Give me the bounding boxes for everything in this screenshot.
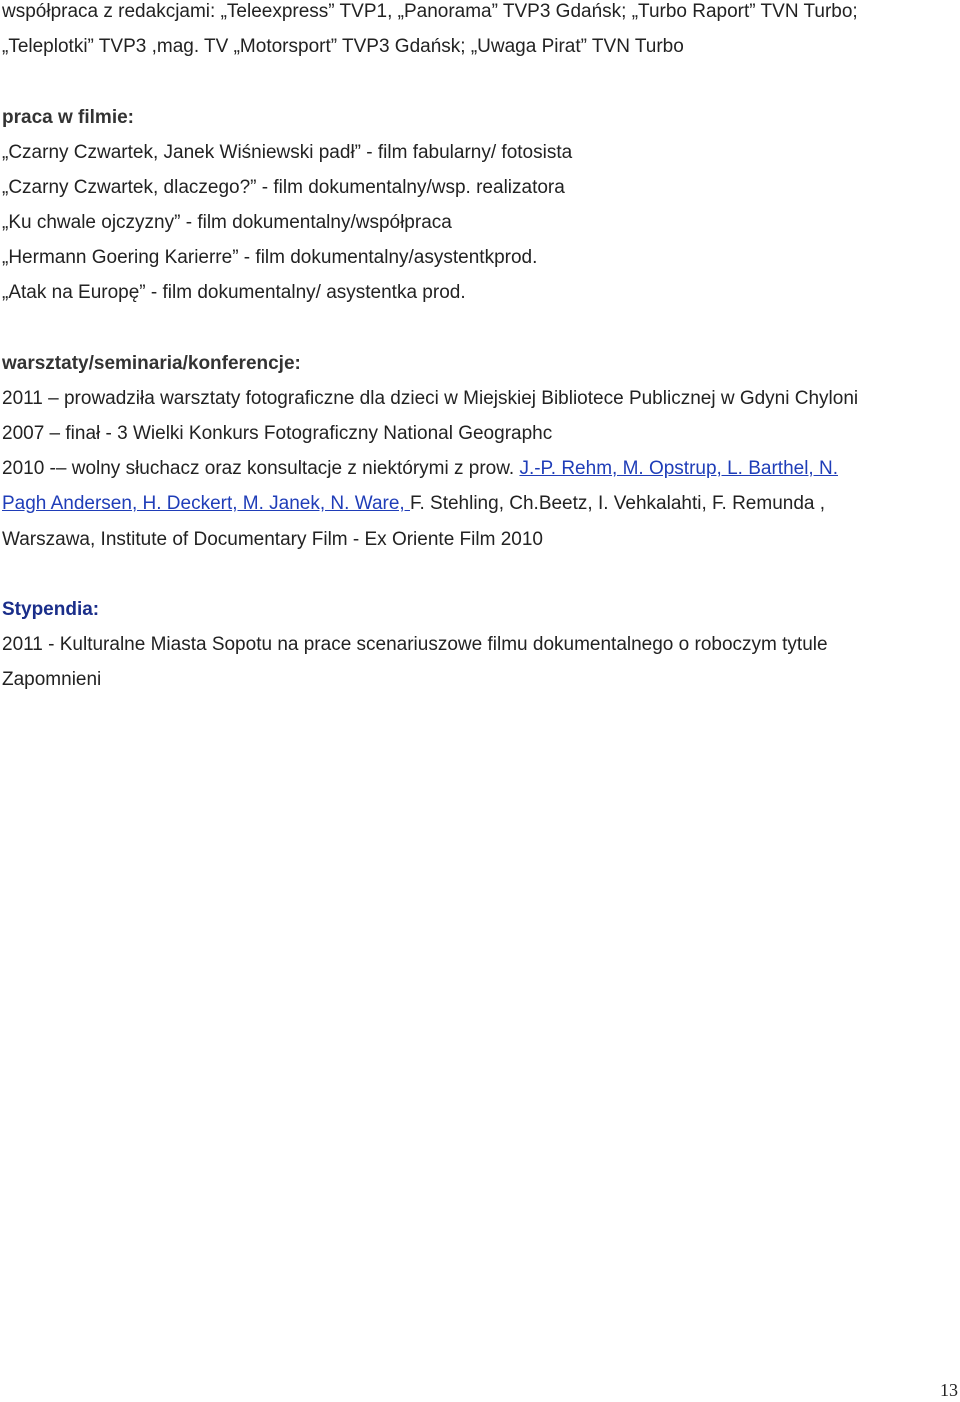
workshop-entry-2010-tutors: F. Stehling, Ch.Beetz, I. Vehkalahti, F. Remunda ,	[409, 493, 826, 514]
tv-collaboration-line-1: współpraca z redakcjami: „Teleexpress” TVP1, „Panorama” TVP3 Gdańsk; „Turbo Raport” TVN Turbo;	[2, 1, 858, 22]
film-item: „Czarny Czwartek, Janek Wiśniewski padł” - film fabularny/ fotosista	[2, 142, 573, 163]
tutors-link[interactable]: J.-P. Rehm, M. Opstrup, L. Barthel, N.	[519, 458, 838, 479]
scholarship-entry-title: Zapomnieni	[2, 669, 102, 690]
film-item: „Atak na Europę” - film dokumentalny/ asystentka prod.	[2, 282, 466, 303]
workshops-heading: warsztaty/seminaria/konferencje:	[2, 353, 301, 374]
scholarships-heading: Stypendia:	[2, 599, 100, 620]
workshop-entry-2010	[2, 457, 838, 481]
film-item: „Czarny Czwartek, dlaczego?” - film dokumentalny/wsp. realizatora	[2, 177, 565, 198]
workshop-entry-2011: 2011 – prowadziła warsztaty fotograficzne dla dzieci w Miejskiej Bibliotece Publicznej w Gdyni Chyloni	[2, 388, 859, 409]
workshop-entry-2010-location: Warszawa, Institute of Documentary Film - Ex Oriente Film 2010	[2, 529, 543, 550]
workshop-entry-2007: 2007 – finał - 3 Wielki Konkurs Fotograficzny National Geographc	[2, 423, 553, 444]
workshop-entry-2010-text: 2010 -– wolny słuchacz oraz konsultacje z niektórymi z prow.	[2, 458, 520, 479]
film-work-heading: praca w filmie:	[2, 107, 134, 128]
tv-collaboration-line-2: „Teleplotki” TVP3 ,mag. TV „Motorsport” TVP3 Gdańsk; „Uwaga Pirat” TVN Turbo	[2, 36, 684, 57]
scholarship-entry: 2011 - Kulturalne Miasta Sopotu na prace scenariuszowe filmu dokumentalnego o roboczym tytule	[2, 634, 828, 655]
workshop-entry-2010-continued	[2, 492, 825, 516]
film-item: „Ku chwale ojczyzny” - film dokumentalny/współpraca	[2, 212, 452, 233]
film-item: „Hermann Goering Karierre” - film dokumentalny/asystentkprod.	[2, 247, 538, 268]
tutors-link-continued[interactable]: Pagh Andersen, H. Deckert, M. Janek, N. Ware,	[2, 493, 410, 514]
page-number: 13	[940, 1380, 958, 1400]
